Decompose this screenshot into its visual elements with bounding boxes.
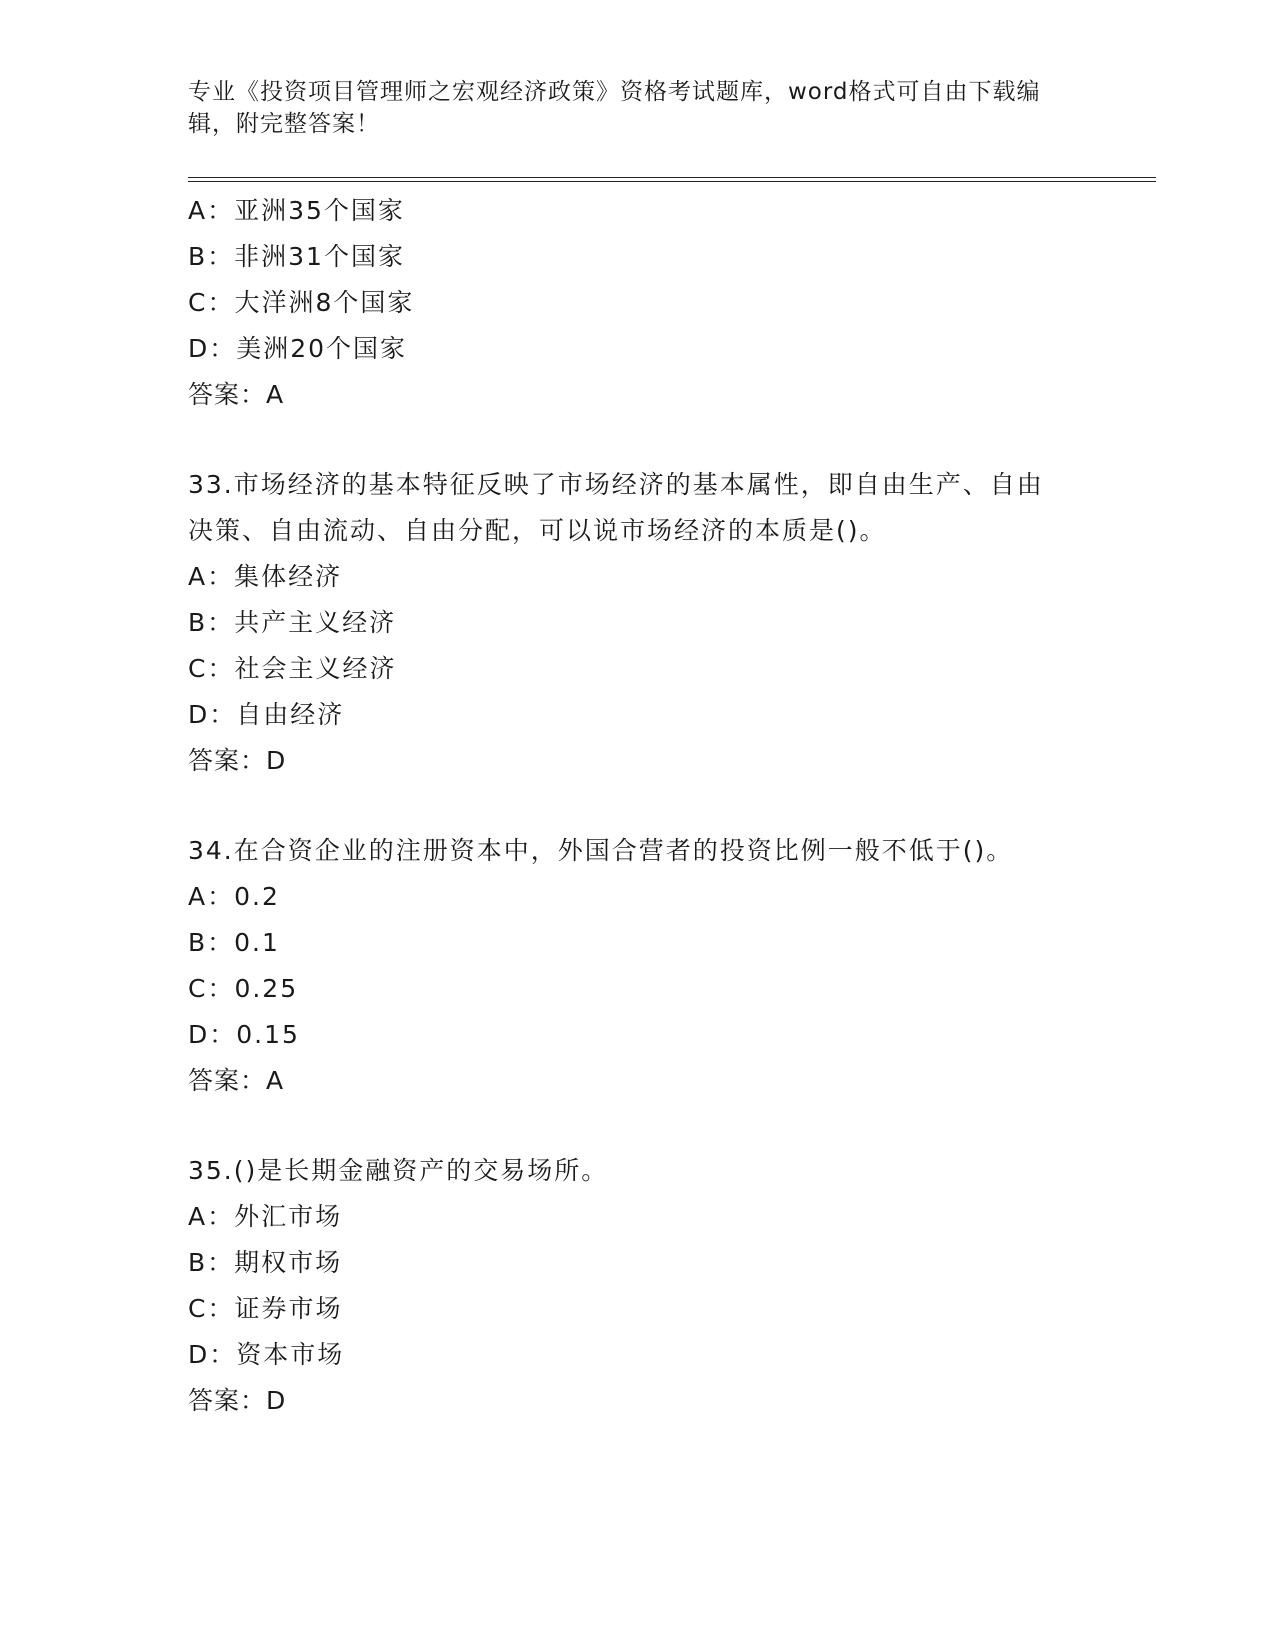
answer-line: 答案：A	[188, 380, 285, 409]
option-c: C：大洋洲8个国家	[188, 288, 415, 317]
option-d: D：美洲20个国家	[188, 334, 408, 363]
option-d: D：资本市场	[188, 1340, 345, 1369]
answer-line: 答案：A	[188, 1066, 285, 1095]
option-d: D：自由经济	[188, 700, 345, 729]
option-a: A：亚洲35个国家	[188, 196, 405, 225]
question-text: 33.市场经济的基本特征反映了市场经济的基本属性，即自由生产、自由决策、自由流动、自由分配，可以说市场经济的本质是()。	[188, 470, 1044, 545]
option-c: C：证券市场	[188, 1294, 343, 1323]
header-divider-bottom	[188, 181, 1156, 182]
question-block-35	[188, 1148, 1088, 1424]
question-block-33	[188, 462, 1088, 784]
question-text: 34.在合资企业的注册资本中，外国合营者的投资比例一般不低于()。	[188, 836, 1014, 865]
option-a: A：集体经济	[188, 562, 343, 591]
question-block-34	[188, 828, 1088, 1104]
page-header: 专业《投资项目管理师之宏观经济政策》资格考试题库，word格式可自由下载编辑，附完整答案！	[188, 79, 1041, 137]
option-b: B：共产主义经济	[188, 608, 397, 637]
option-c: C：0.25	[188, 974, 299, 1003]
question-text: 35.()是长期金融资产的交易场所。	[188, 1156, 609, 1185]
option-b: B：0.1	[188, 928, 280, 957]
option-b: B：期权市场	[188, 1248, 343, 1277]
spacer	[188, 418, 1088, 462]
answer-line: 答案：D	[188, 1386, 287, 1415]
option-a: A：外汇市场	[188, 1202, 343, 1231]
answer-line: 答案：D	[188, 746, 287, 775]
question-block-32	[188, 188, 1088, 418]
header-divider-top	[188, 177, 1156, 178]
option-d: D：0.15	[188, 1020, 300, 1049]
spacer	[188, 784, 1088, 828]
option-c: C：社会主义经济	[188, 654, 397, 683]
question-list	[188, 188, 1088, 1424]
option-b: B：非洲31个国家	[188, 242, 405, 271]
option-a: A：0.2	[188, 882, 280, 911]
spacer	[188, 1104, 1088, 1148]
